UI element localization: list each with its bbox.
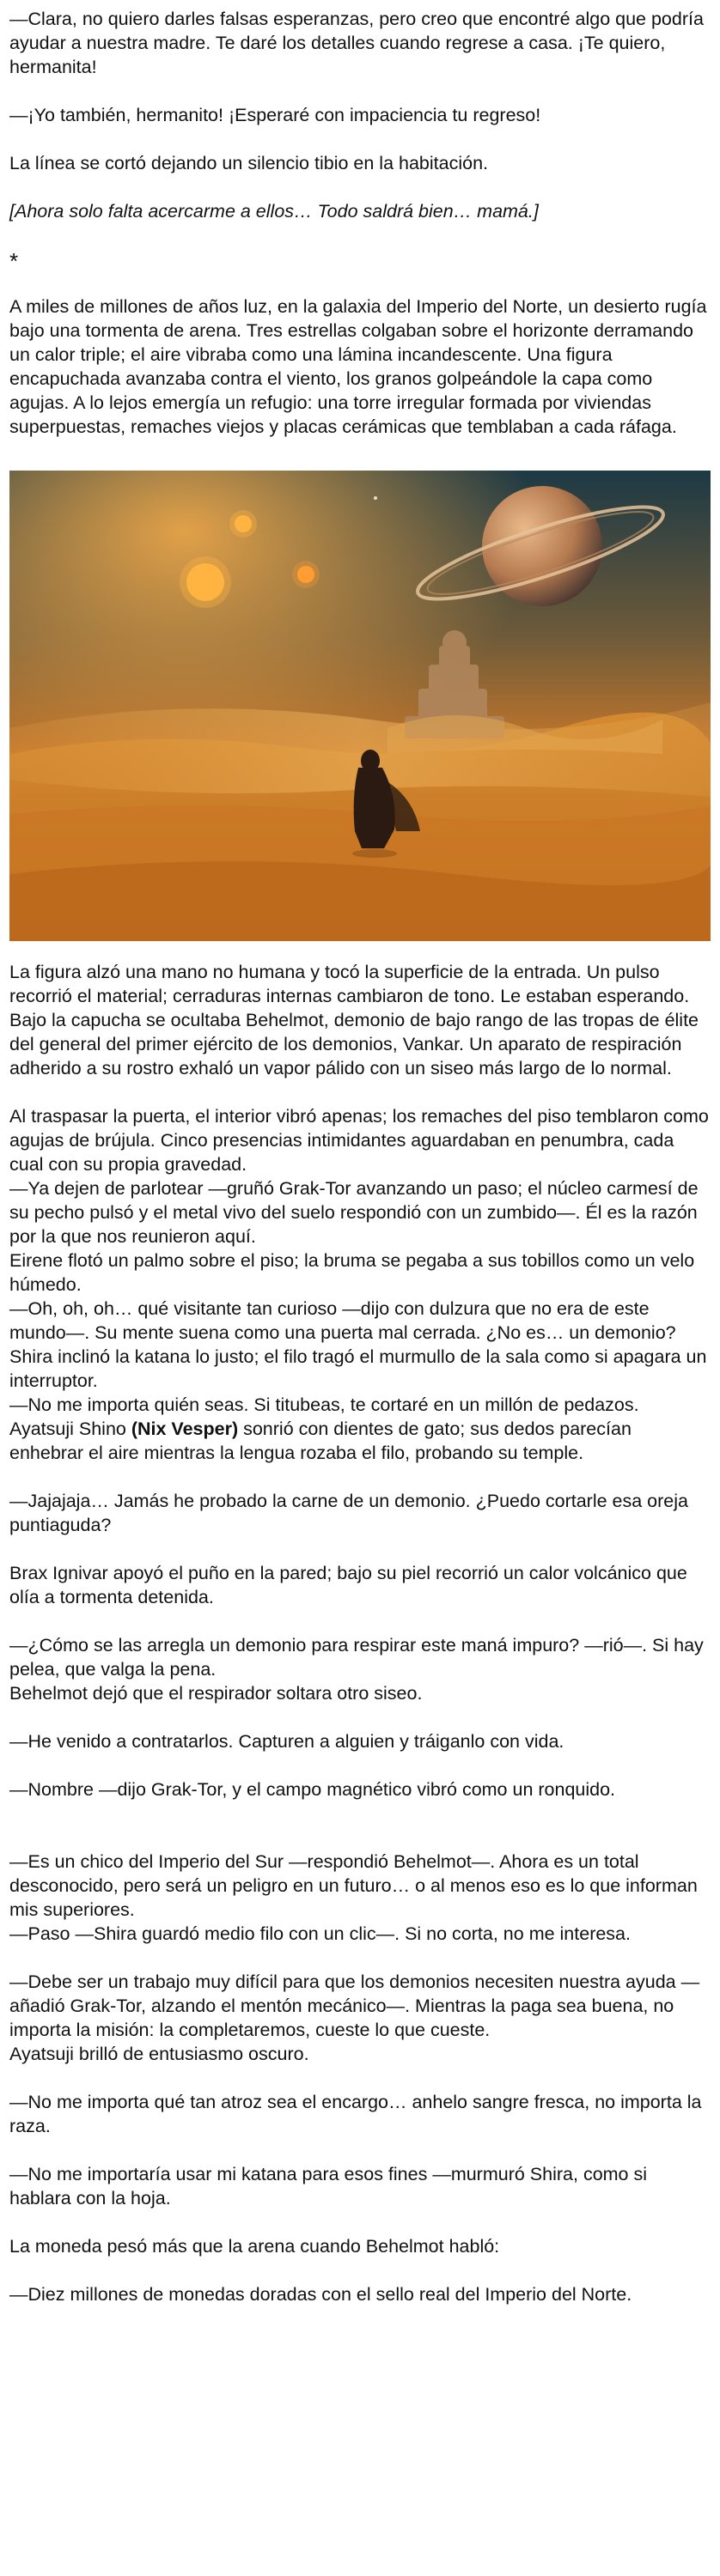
paragraph-target: —Es un chico del Imperio del Sur —respondió Behelmot—. Ahora es un total desconocido, pero será un peligro en un futuro… o al menos eso es lo que informan mis superiores.	[9, 1851, 698, 1920]
paragraph-eirene-speech: —Oh, oh, oh… qué visitante tan curioso —dijo con dulzura que no era de este mundo—. Su mente suena como una puerta mal cerrada. ¿No es… un demonio?	[9, 1298, 676, 1343]
paragraph-contract: —He venido a contratarlos. Capturen a alguien y tráiganlo con vida.	[9, 1731, 564, 1752]
paragraph-ayatsuji-speech: —Jajajaja… Jamás he probado la carne de un demonio. ¿Puedo cortarle esa oreja puntiaguda?	[9, 1491, 688, 1535]
paragraph-inner-thought: [Ahora solo falta acercarme a ellos… Todo saldrá bien… mamá.]	[9, 201, 539, 222]
paragraph-sister-reply: —¡Yo también, hermanito! ¡Esperaré con impaciencia tu regreso!	[9, 105, 541, 125]
paragraph-eirene: Eirene flotó un palmo sobre el piso; la bruma se pegaba a sus tobillos como un velo húmedo.	[9, 1250, 695, 1295]
paragraph-ayatsuji-glow: Ayatsuji brilló de entusiasmo oscuro.	[9, 2044, 309, 2064]
paragraph-reward: —Diez millones de monedas doradas con el sello real del Imperio del Norte.	[9, 2284, 632, 2305]
paragraph-ayatsuji-blood: —No me importa qué tan atroz sea el encargo… anhelo sangre fresca, no importa la raza.	[9, 2092, 702, 2136]
ayatsuji-name: Ayatsuji Shino	[9, 1419, 131, 1439]
paragraph-name-request: —Nombre —dijo Grak-Tor, y el campo magnético vibró como un ronquido.	[9, 1779, 616, 1800]
paragraph-clara-call: —Clara, no quiero darles falsas esperanzas, pero creo que encontré algo que podría ayudar a nuestra madre. Te daré los detalles cuando regrese a casa. ¡Te quiero, hermanita!	[9, 9, 704, 77]
nix-vesper-alias: (Nix Vesper)	[131, 1419, 239, 1439]
paragraph-shira-katana: —No me importaría usar mi katana para esos fines —murmuró Shira, como si hablara con la hoja.	[9, 2164, 648, 2208]
paragraph-shira-speech: —No me importa quién seas. Si titubeas, te cortaré en un millón de pedazos.	[9, 1394, 639, 1415]
desert-scene-svg	[9, 471, 711, 941]
desert-scene-illustration	[9, 471, 711, 941]
paragraph-grak-tor-pay: —Debe ser un trabajo muy difícil para que los demonios necesiten nuestra ayuda —añadió Grak-Tor, alzando el mentón mecánico—. Mientras la paga sea buena, no importa la misión: la completaremos, cueste lo que cueste.	[9, 1971, 700, 2040]
paragraph-line-cut: La línea se cortó dejando un silencio tibio en la habitación.	[9, 153, 488, 173]
paragraph-coin: La moneda pesó más que la arena cuando Behelmot habló:	[9, 2236, 500, 2257]
paragraph-ayatsuji	[9, 1417, 710, 1465]
paragraph-brax: Brax Ignivar apoyó el puño en la pared; bajo su piel recorrió un calor volcánico que olía a tormenta detenida.	[9, 1563, 687, 1607]
paragraph-desert-intro: A miles de millones de años luz, en la galaxia del Imperio del Norte, un desierto rugía bajo una tormenta de arena. Tres estrellas colgaban sobre el horizonte derramando un calor triple; el aire vibraba como una lámina incandescente. Una figura encapuchada avanzaba contra el viento, los granos golpeándole la capa como agujas. A lo lejos emergía un refugio: una torre irregular formada por viviendas superpuestas, remaches viejos y placas cerámicas que temblaban a cada ráfaga.	[9, 296, 707, 437]
section-separator: *	[9, 248, 19, 274]
paragraph-grak-tor: —Ya dejen de parlotear —gruñó Grak-Tor avanzando un paso; el núcleo carmesí de su pecho pulsó y el metal vivo del suelo respondió con un zumbido—. Él es la razón por la que nos reunieron aquí.	[9, 1178, 699, 1247]
paragraph-behelmot-intro: Bajo la capucha se ocultaba Behelmot, demonio de bajo rango de las tropas de élite del general del primer ejército de los demonios, Vankar. Un aparato de respiración adherido a su rostro exhaló un vapor pálido con un siseo más largo de lo normal.	[9, 1010, 699, 1078]
paragraph-respirator: Behelmot dejó que el respirador soltara otro siseo.	[9, 1683, 423, 1704]
paragraph-hand-touch: La figura alzó una mano no humana y tocó la superficie de la entrada. Un pulso recorrió el material; cerraduras internas cambiaron de tono. Le estaban esperando.	[9, 962, 690, 1006]
paragraph-brax-speech: —¿Cómo se las arregla un demonio para respirar este maná impuro? —rió—. Si hay pelea, que valga la pena.	[9, 1635, 704, 1680]
paragraph-shira-pass: —Paso —Shira guardó medio filo con un clic—. Si no corta, no me interesa.	[9, 1923, 631, 1944]
paragraph-interior: Al traspasar la puerta, el interior vibró apenas; los remaches del piso temblaron como agujas de brújula. Cinco presencias intimidantes aguardaban en penumbra, cada cual con su propia gravedad.	[9, 1106, 709, 1175]
paragraph-shira: Shira inclinó la katana lo justo; el filo tragó el murmullo de la sala como si apagara un interruptor.	[9, 1346, 707, 1391]
ayatsuji-description: sonrió con dientes de gato; sus dedos parecían enhebrar el aire mientras la lengua rozaba el filo, probando su temple.	[9, 1419, 632, 1463]
